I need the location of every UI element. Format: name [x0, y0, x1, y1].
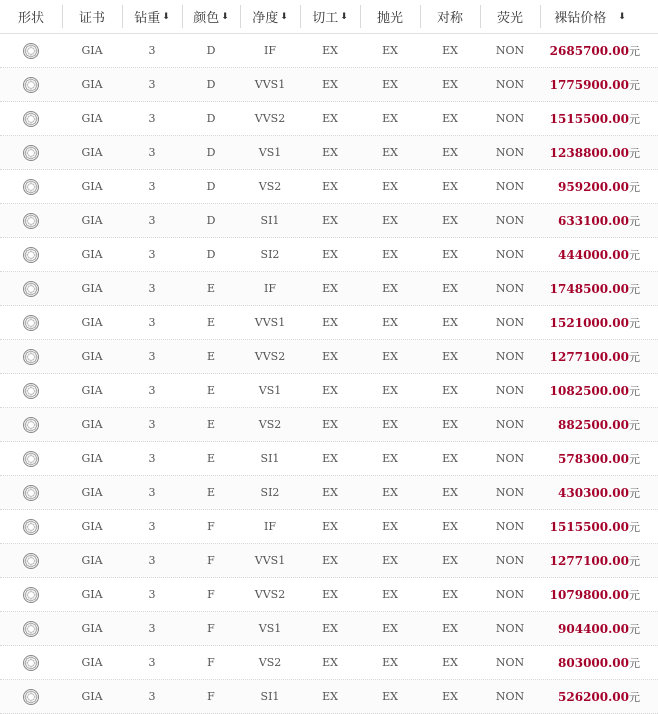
price-value: 1515500.00 — [549, 519, 629, 534]
color-cell: E — [206, 350, 216, 363]
sort-carat-button[interactable] — [122, 0, 182, 33]
carat-cell: 3 — [148, 486, 156, 499]
fluorescence-cell: NON — [495, 282, 525, 295]
price-value: 1521000.00 — [549, 315, 629, 330]
currency-label: 元 — [629, 384, 640, 398]
table-row[interactable] — [0, 612, 658, 646]
cut-cell: EX — [322, 554, 338, 567]
cert-cell: GIA — [81, 282, 103, 295]
polish-cell: EX — [382, 350, 398, 363]
price-value: 633100.00 — [558, 213, 629, 228]
carat-cell: 3 — [148, 78, 156, 91]
color-cell: E — [206, 452, 216, 465]
polish-cell: EX — [382, 520, 398, 533]
symmetry-cell: EX — [442, 316, 458, 329]
clarity-cell: IF — [264, 520, 276, 533]
price-cell — [540, 238, 658, 271]
round-diamond-icon — [0, 612, 62, 645]
table-row[interactable] — [0, 238, 658, 272]
cut-cell: EX — [322, 486, 338, 499]
carat-cell: 3 — [148, 350, 156, 363]
currency-label: 元 — [629, 486, 640, 500]
price-value: 1775900.00 — [549, 77, 629, 92]
price-cell — [540, 476, 658, 509]
clarity-cell: VS2 — [258, 418, 282, 431]
fluorescence-cell: NON — [495, 520, 525, 533]
table-row[interactable] — [0, 272, 658, 306]
symmetry-cell: EX — [442, 690, 458, 703]
clarity-cell: VVS2 — [254, 350, 286, 363]
fluorescence-cell: NON — [495, 248, 525, 261]
price-value: 1515500.00 — [549, 111, 629, 126]
color-cell: E — [206, 282, 216, 295]
fluorescence-cell: NON — [495, 486, 525, 499]
price-value: 1238800.00 — [549, 145, 629, 160]
cut-cell: EX — [322, 44, 338, 57]
cert-cell: GIA — [81, 554, 103, 567]
price-value: 803000.00 — [558, 655, 629, 670]
header-cert — [62, 0, 122, 33]
carat-cell: 3 — [148, 656, 156, 669]
clarity-cell: VS1 — [258, 384, 282, 397]
cert-cell: GIA — [81, 622, 103, 635]
header-shape-label: 形状 — [17, 11, 44, 26]
sort-clarity-button[interactable] — [240, 0, 300, 33]
carat-cell: 3 — [148, 44, 156, 57]
table-header — [0, 0, 658, 34]
round-diamond-icon — [0, 68, 62, 101]
price-value: 1748500.00 — [549, 281, 629, 296]
table-row[interactable] — [0, 306, 658, 340]
round-diamond-icon — [0, 204, 62, 237]
fluorescence-cell: NON — [495, 350, 525, 363]
price-cell — [540, 408, 658, 441]
header-symmetry-label: 对称 — [436, 11, 463, 26]
polish-cell: EX — [382, 248, 398, 261]
symmetry-cell: EX — [442, 656, 458, 669]
color-cell: E — [206, 316, 216, 329]
polish-cell: EX — [382, 180, 398, 193]
round-diamond-icon — [0, 136, 62, 169]
price-value: 1277100.00 — [549, 553, 629, 568]
cert-cell: GIA — [81, 248, 103, 261]
fluorescence-cell: NON — [495, 690, 525, 703]
table-row[interactable] — [0, 340, 658, 374]
symmetry-cell: EX — [442, 112, 458, 125]
cert-cell: GIA — [81, 690, 103, 703]
round-diamond-icon — [0, 544, 62, 577]
clarity-cell: VVS2 — [254, 112, 286, 125]
carat-cell: 3 — [148, 112, 156, 125]
currency-label: 元 — [629, 690, 640, 704]
clarity-cell: IF — [264, 282, 276, 295]
sort-color-button[interactable] — [182, 0, 240, 33]
fluorescence-cell: NON — [495, 316, 525, 329]
cut-cell: EX — [322, 146, 338, 159]
header-fluorescence — [480, 0, 540, 33]
cert-cell: GIA — [81, 112, 103, 125]
fluorescence-cell: NON — [495, 622, 525, 635]
symmetry-cell: EX — [442, 180, 458, 193]
fluorescence-cell: NON — [495, 214, 525, 227]
cut-cell: EX — [322, 452, 338, 465]
currency-label: 元 — [629, 656, 640, 670]
table-row[interactable] — [0, 34, 658, 68]
fluorescence-cell: NON — [495, 146, 525, 159]
color-cell: D — [206, 214, 216, 227]
round-diamond-icon — [0, 476, 62, 509]
carat-cell: 3 — [148, 588, 156, 601]
currency-label: 元 — [629, 316, 640, 330]
cert-cell: GIA — [81, 146, 103, 159]
symmetry-cell: EX — [442, 486, 458, 499]
price-cell — [540, 204, 658, 237]
price-value: 959200.00 — [558, 179, 629, 194]
currency-label: 元 — [629, 146, 640, 160]
color-cell: D — [206, 248, 216, 261]
clarity-cell: VVS2 — [254, 588, 286, 601]
color-cell: F — [207, 622, 215, 635]
sort-down-icon: ⬇ — [280, 11, 288, 22]
currency-label: 元 — [629, 112, 640, 126]
polish-cell: EX — [382, 588, 398, 601]
cert-cell: GIA — [81, 316, 103, 329]
round-diamond-icon — [0, 578, 62, 611]
symmetry-cell: EX — [442, 282, 458, 295]
table-row[interactable] — [0, 510, 658, 544]
clarity-cell: SI2 — [260, 248, 280, 261]
cert-cell: GIA — [81, 180, 103, 193]
fluorescence-cell: NON — [495, 78, 525, 91]
cut-cell: EX — [322, 214, 338, 227]
color-cell: F — [207, 690, 215, 703]
carat-cell: 3 — [148, 282, 156, 295]
header-clarity-label: 净度 — [252, 11, 279, 26]
polish-cell: EX — [382, 418, 398, 431]
cut-cell: EX — [322, 588, 338, 601]
clarity-cell: VS1 — [258, 146, 282, 159]
table-row[interactable] — [0, 136, 658, 170]
carat-cell: 3 — [148, 452, 156, 465]
polish-cell: EX — [382, 282, 398, 295]
cert-cell: GIA — [81, 520, 103, 533]
price-cell — [540, 442, 658, 475]
color-cell: D — [206, 112, 216, 125]
price-cell — [540, 102, 658, 135]
fluorescence-cell: NON — [495, 44, 525, 57]
color-cell: F — [207, 656, 215, 669]
round-diamond-icon — [0, 170, 62, 203]
carat-cell: 3 — [148, 690, 156, 703]
carat-cell: 3 — [148, 520, 156, 533]
price-cell — [540, 578, 658, 611]
round-diamond-icon — [0, 510, 62, 543]
price-cell — [540, 170, 658, 203]
cut-cell: EX — [322, 656, 338, 669]
cert-cell: GIA — [81, 214, 103, 227]
table-row[interactable] — [0, 680, 658, 714]
carat-cell: 3 — [148, 384, 156, 397]
cert-cell: GIA — [81, 656, 103, 669]
cert-cell: GIA — [81, 588, 103, 601]
symmetry-cell: EX — [442, 44, 458, 57]
fluorescence-cell: NON — [495, 656, 525, 669]
price-cell — [540, 306, 658, 339]
color-cell: F — [207, 554, 215, 567]
symmetry-cell: EX — [442, 248, 458, 261]
table-row[interactable] — [0, 442, 658, 476]
header-cert-label: 证书 — [78, 11, 105, 26]
price-cell — [540, 612, 658, 645]
clarity-cell: SI1 — [260, 452, 280, 465]
clarity-cell: VVS1 — [254, 554, 286, 567]
clarity-cell: VVS1 — [254, 78, 286, 91]
polish-cell: EX — [382, 384, 398, 397]
table-row[interactable] — [0, 374, 658, 408]
clarity-cell: IF — [264, 44, 276, 57]
cut-cell: EX — [322, 282, 338, 295]
clarity-cell: SI2 — [260, 486, 280, 499]
fluorescence-cell: NON — [495, 452, 525, 465]
header-shape — [0, 0, 62, 33]
round-diamond-icon — [0, 442, 62, 475]
header-fluorescence-label: 荧光 — [496, 11, 523, 26]
color-cell: F — [207, 588, 215, 601]
fluorescence-cell: NON — [495, 180, 525, 193]
currency-label: 元 — [629, 418, 640, 432]
table-row[interactable] — [0, 68, 658, 102]
price-value: 1082500.00 — [549, 383, 629, 398]
price-value: 526200.00 — [558, 689, 629, 704]
price-value: 904400.00 — [558, 621, 629, 636]
table-row[interactable] — [0, 544, 658, 578]
symmetry-cell: EX — [442, 78, 458, 91]
polish-cell: EX — [382, 656, 398, 669]
cut-cell: EX — [322, 180, 338, 193]
round-diamond-icon — [0, 646, 62, 679]
color-cell: F — [207, 520, 215, 533]
color-cell: D — [206, 180, 216, 193]
symmetry-cell: EX — [442, 452, 458, 465]
symmetry-cell: EX — [442, 418, 458, 431]
polish-cell: EX — [382, 146, 398, 159]
fluorescence-cell: NON — [495, 554, 525, 567]
header-color-label: 颜色 — [193, 11, 220, 26]
polish-cell: EX — [382, 112, 398, 125]
clarity-cell: VS2 — [258, 656, 282, 669]
currency-label: 元 — [629, 588, 640, 602]
symmetry-cell: EX — [442, 146, 458, 159]
price-cell — [540, 646, 658, 679]
round-diamond-icon — [0, 272, 62, 305]
color-cell: E — [206, 486, 216, 499]
cut-cell: EX — [322, 78, 338, 91]
carat-cell: 3 — [148, 554, 156, 567]
currency-label: 元 — [629, 44, 640, 58]
cut-cell: EX — [322, 520, 338, 533]
currency-label: 元 — [629, 180, 640, 194]
table-row[interactable] — [0, 476, 658, 510]
currency-label: 元 — [629, 622, 640, 636]
cut-cell: EX — [322, 384, 338, 397]
symmetry-cell: EX — [442, 588, 458, 601]
cert-cell: GIA — [81, 418, 103, 431]
table-row[interactable] — [0, 578, 658, 612]
cert-cell: GIA — [81, 486, 103, 499]
carat-cell: 3 — [148, 146, 156, 159]
currency-label: 元 — [629, 78, 640, 92]
header-price-label: 裸钻价格 — [554, 11, 607, 26]
clarity-cell: SI1 — [260, 214, 280, 227]
carat-cell: 3 — [148, 180, 156, 193]
sort-down-icon: ⬇ — [618, 11, 626, 22]
fluorescence-cell: NON — [495, 418, 525, 431]
polish-cell: EX — [382, 486, 398, 499]
currency-label: 元 — [629, 282, 640, 296]
price-value: 1079800.00 — [549, 587, 629, 602]
table-row[interactable] — [0, 204, 658, 238]
price-value: 1277100.00 — [549, 349, 629, 364]
polish-cell: EX — [382, 690, 398, 703]
cert-cell: GIA — [81, 78, 103, 91]
clarity-cell: VS1 — [258, 622, 282, 635]
fluorescence-cell: NON — [495, 384, 525, 397]
table-row[interactable] — [0, 102, 658, 136]
cut-cell: EX — [322, 622, 338, 635]
sort-down-icon: ⬇ — [340, 11, 348, 22]
color-cell: E — [206, 384, 216, 397]
currency-label: 元 — [629, 248, 640, 262]
round-diamond-icon — [0, 34, 62, 67]
color-cell: D — [206, 146, 216, 159]
round-diamond-icon — [0, 306, 62, 339]
header-carat-label: 钻重 — [134, 11, 161, 26]
sort-down-icon: ⬇ — [162, 11, 170, 22]
cert-cell: GIA — [81, 452, 103, 465]
header-symmetry — [420, 0, 480, 33]
clarity-cell: VS2 — [258, 180, 282, 193]
cert-cell: GIA — [81, 350, 103, 363]
sort-cut-button[interactable] — [300, 0, 360, 33]
color-cell: D — [206, 44, 216, 57]
price-cell — [540, 34, 658, 67]
price-cell — [540, 272, 658, 305]
round-diamond-icon — [0, 408, 62, 441]
price-value: 882500.00 — [558, 417, 629, 432]
color-cell: E — [206, 418, 216, 431]
currency-label: 元 — [629, 350, 640, 364]
cut-cell: EX — [322, 112, 338, 125]
header-polish — [360, 0, 420, 33]
cert-cell: GIA — [81, 44, 103, 57]
symmetry-cell: EX — [442, 520, 458, 533]
carat-cell: 3 — [148, 316, 156, 329]
symmetry-cell: EX — [442, 350, 458, 363]
polish-cell: EX — [382, 78, 398, 91]
symmetry-cell: EX — [442, 622, 458, 635]
polish-cell: EX — [382, 554, 398, 567]
cut-cell: EX — [322, 350, 338, 363]
carat-cell: 3 — [148, 418, 156, 431]
color-cell: D — [206, 78, 216, 91]
sort-price-button[interactable] — [540, 0, 658, 33]
cert-cell: GIA — [81, 384, 103, 397]
round-diamond-icon — [0, 238, 62, 271]
fluorescence-cell: NON — [495, 112, 525, 125]
price-cell — [540, 374, 658, 407]
cut-cell: EX — [322, 418, 338, 431]
price-cell — [540, 68, 658, 101]
currency-label: 元 — [629, 214, 640, 228]
polish-cell: EX — [382, 44, 398, 57]
carat-cell: 3 — [148, 214, 156, 227]
polish-cell: EX — [382, 452, 398, 465]
carat-cell: 3 — [148, 248, 156, 261]
round-diamond-icon — [0, 374, 62, 407]
price-cell — [540, 510, 658, 543]
header-polish-label: 抛光 — [376, 11, 403, 26]
table-row[interactable] — [0, 646, 658, 680]
price-value: 2685700.00 — [549, 43, 629, 58]
round-diamond-icon — [0, 102, 62, 135]
clarity-cell: VVS1 — [254, 316, 286, 329]
symmetry-cell: EX — [442, 214, 458, 227]
price-value: 578300.00 — [558, 451, 629, 466]
price-value: 444000.00 — [558, 247, 629, 262]
price-cell — [540, 340, 658, 373]
polish-cell: EX — [382, 622, 398, 635]
polish-cell: EX — [382, 316, 398, 329]
sort-down-icon: ⬇ — [221, 11, 229, 22]
clarity-cell: SI1 — [260, 690, 280, 703]
price-cell — [540, 680, 658, 713]
round-diamond-icon — [0, 680, 62, 713]
symmetry-cell: EX — [442, 384, 458, 397]
price-cell — [540, 136, 658, 169]
table-body — [0, 34, 658, 714]
currency-label: 元 — [629, 554, 640, 568]
price-cell — [540, 544, 658, 577]
header-cut-label: 切工 — [312, 11, 339, 26]
currency-label: 元 — [629, 452, 640, 466]
currency-label: 元 — [629, 520, 640, 534]
fluorescence-cell: NON — [495, 588, 525, 601]
polish-cell: EX — [382, 214, 398, 227]
round-diamond-icon — [0, 340, 62, 373]
price-value: 430300.00 — [558, 485, 629, 500]
table-row[interactable] — [0, 408, 658, 442]
cut-cell: EX — [322, 316, 338, 329]
symmetry-cell: EX — [442, 554, 458, 567]
cut-cell: EX — [322, 690, 338, 703]
table-row[interactable] — [0, 170, 658, 204]
cut-cell: EX — [322, 248, 338, 261]
carat-cell: 3 — [148, 622, 156, 635]
